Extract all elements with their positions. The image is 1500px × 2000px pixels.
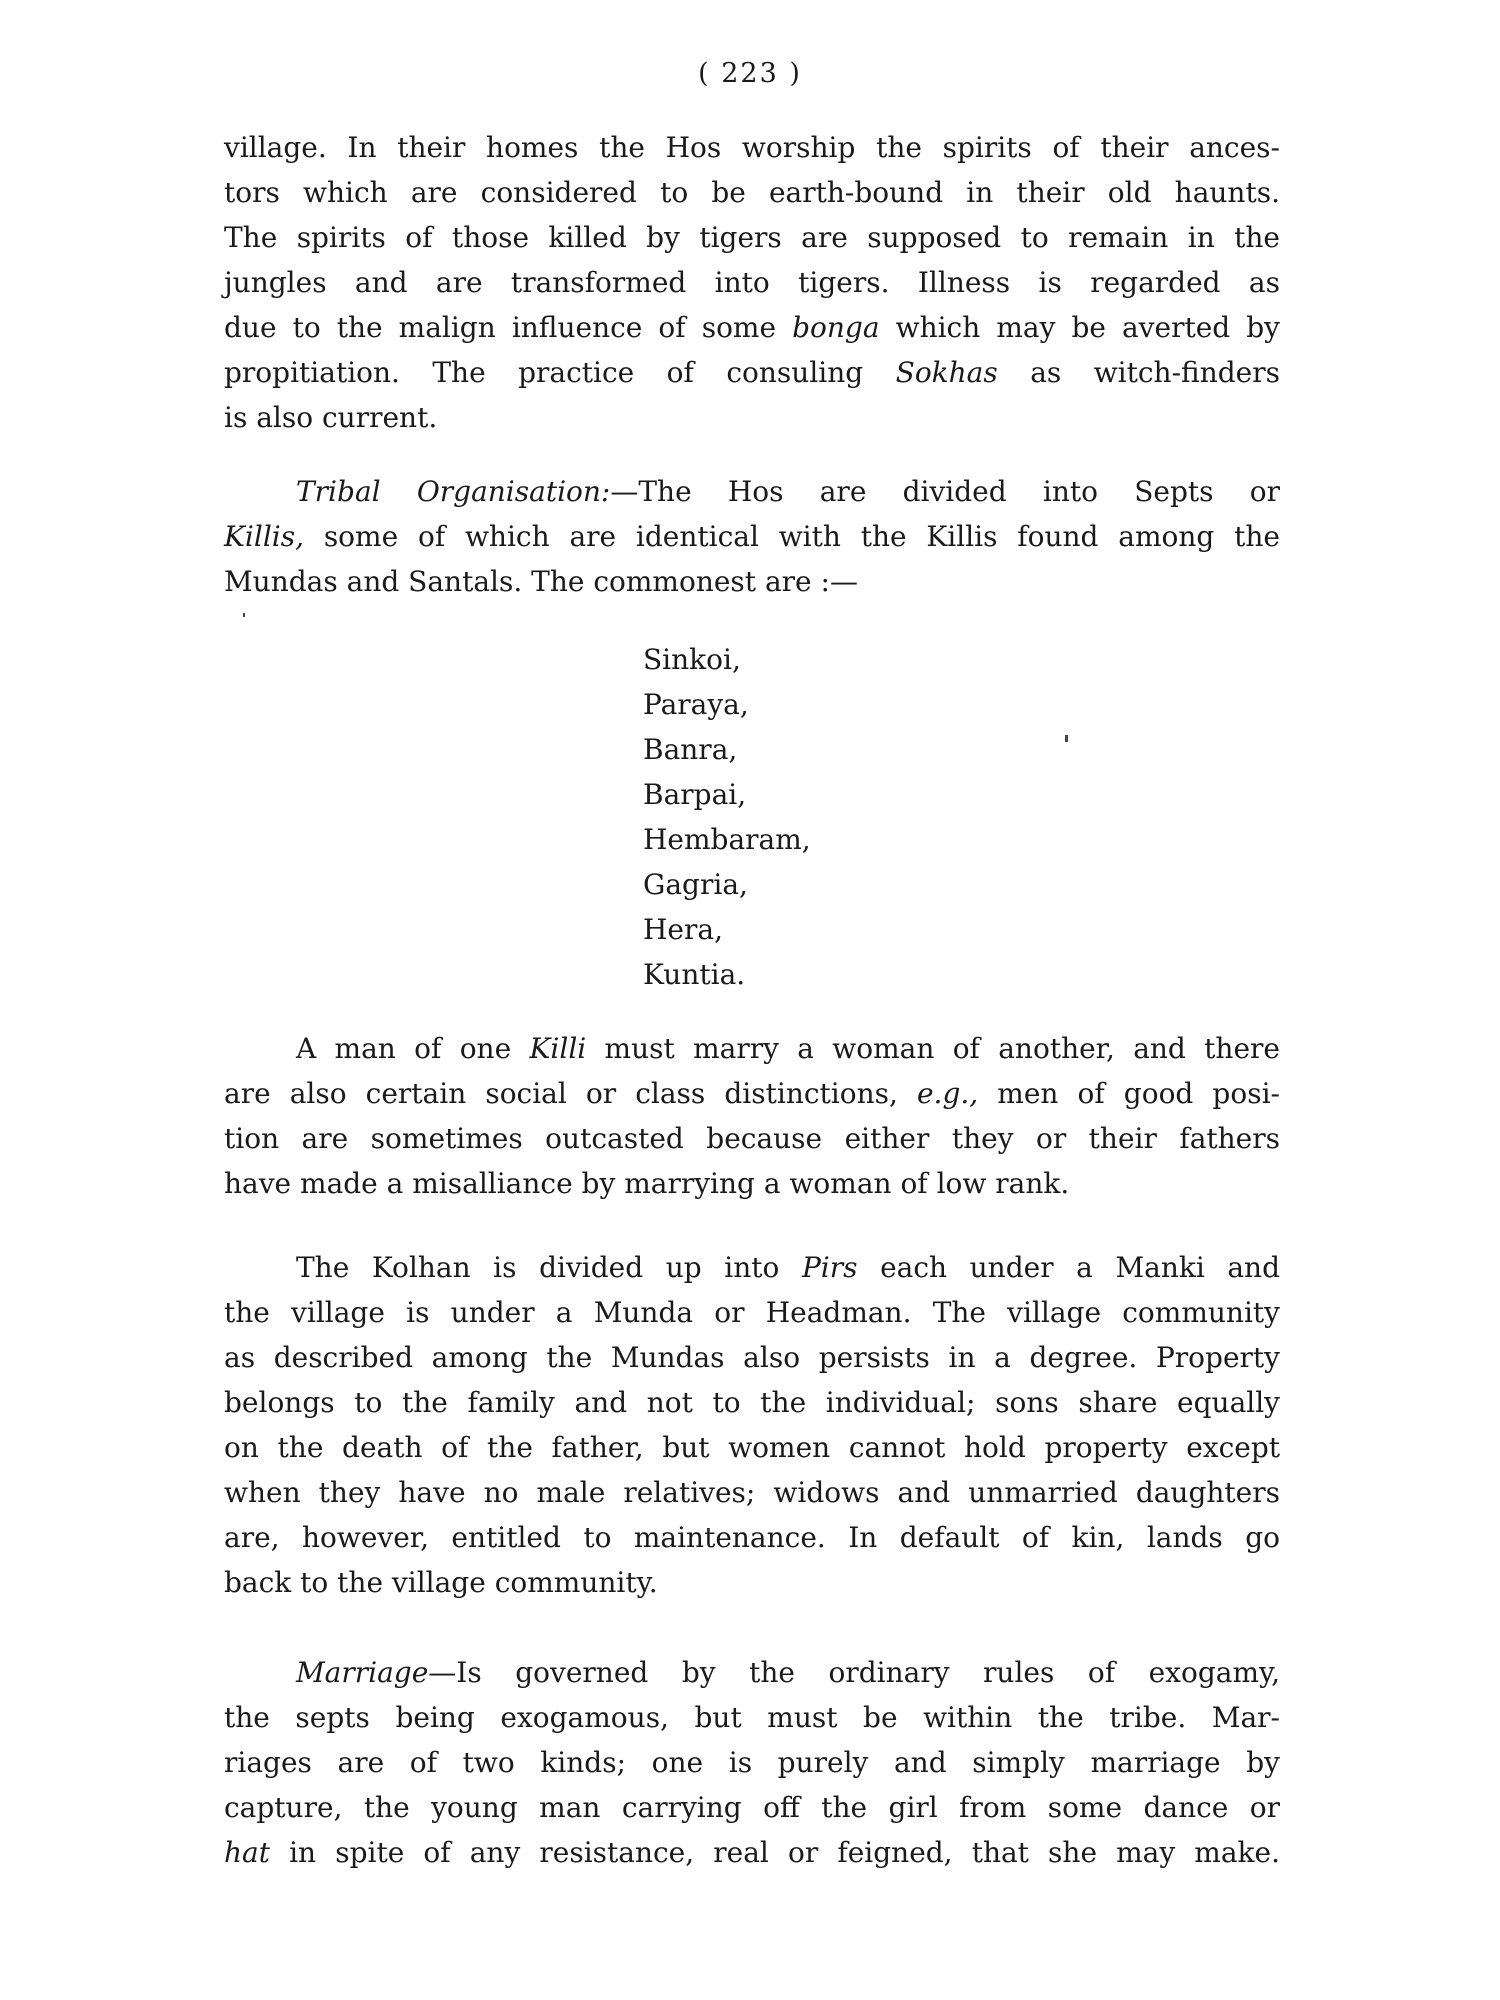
text-line: Marriage—Is governed by the ordinary rules of exogamy, — [296, 1656, 1280, 1689]
paragraph-marriage-rule — [224, 1026, 1280, 1206]
text-line: village. In their homes the Hos worship the spirits of their ances- — [224, 131, 1280, 164]
italic-term: hat — [224, 1836, 270, 1869]
sept-item: Banra, — [643, 733, 738, 766]
text-line: belongs to the family and not to the individual; sons share equally — [224, 1386, 1280, 1419]
text-line: the village is under a Munda or Headman. The village community — [224, 1296, 1280, 1329]
text-line: The spirits of those killed by tigers are supposed to remain in the — [224, 221, 1280, 254]
italic-term: Killis, — [224, 520, 305, 553]
text-line: due to the malign influence of some bonga which may be averted by — [224, 311, 1280, 344]
text-line: have made a misalliance by marrying a woman of low rank. — [224, 1167, 1070, 1200]
paragraph-tribal-organisation — [224, 469, 1280, 604]
paragraph-spirits — [224, 125, 1280, 440]
text-line: The Kolhan is divided up into Pirs each under a Manki and — [296, 1251, 1280, 1284]
text-line: hat in spite of any resistance, real or feigned, that she may make. — [224, 1836, 1280, 1869]
sept-item: Barpai, — [643, 778, 747, 811]
text-line: tion are sometimes outcasted because either they or their fathers — [224, 1122, 1280, 1155]
text-line: as described among the Mundas also persists in a degree. Property — [224, 1341, 1280, 1374]
sept-item: Paraya, — [643, 688, 749, 721]
text-line: when they have no male relatives; widows and unmarried daughters — [224, 1476, 1280, 1509]
print-speck — [1065, 735, 1068, 742]
page-number: ( 223 ) — [698, 58, 802, 89]
text-line: propitiation. The practice of consuling Sokhas as witch-finders — [224, 356, 1281, 389]
text-line: tors which are considered to be earth-bound in their old haunts. — [224, 176, 1280, 209]
text-line: Tribal Organisation:—The Hos are divided into Septs or — [296, 475, 1280, 508]
paragraph-kolhan — [224, 1245, 1280, 1605]
text-line: riages are of two kinds; one is purely and simply marriage by — [224, 1746, 1280, 1779]
italic-term: Sokhas — [895, 356, 998, 389]
text-line: back to the village community. — [224, 1566, 658, 1599]
text-line: on the death of the father, but women cannot hold property except — [224, 1431, 1280, 1464]
text-line: the septs being exogamous, but must be within the tribe. Mar- — [224, 1701, 1280, 1734]
sept-list — [643, 637, 811, 997]
sept-item: Gagria, — [643, 868, 748, 901]
italic-term: e.g., — [916, 1077, 979, 1110]
text-line: capture, the young man carrying off the girl from some dance or — [224, 1791, 1280, 1824]
text-line: is also current. — [224, 401, 438, 434]
paragraph-marriage — [224, 1650, 1280, 1875]
text-line: A man of one Killi must marry a woman of another, and there — [296, 1032, 1280, 1065]
italic-term: bonga — [792, 311, 880, 344]
sept-item: Sinkoi, — [643, 643, 741, 676]
text-line: are also certain social or class distinctions, e.g., men of good posi- — [224, 1077, 1280, 1110]
section-heading: Marriage — [296, 1656, 429, 1689]
print-speck — [243, 613, 245, 617]
italic-term: Pirs — [801, 1251, 858, 1284]
text-line: are, however, entitled to maintenance. In default of kin, lands go — [224, 1521, 1280, 1554]
text-line: Mundas and Santals. The commonest are :— — [224, 565, 858, 598]
section-heading: Tribal Organisation: — [296, 475, 611, 508]
sept-item: Hera, — [643, 913, 723, 946]
italic-term: Killi — [529, 1032, 587, 1065]
text-line: Killis, some of which are identical with the Killis found among the — [224, 520, 1280, 553]
sept-item: Kuntia. — [643, 958, 746, 991]
text-line: jungles and are transformed into tigers. Illness is regarded as — [224, 266, 1280, 299]
sept-item: Hembaram, — [643, 823, 811, 856]
